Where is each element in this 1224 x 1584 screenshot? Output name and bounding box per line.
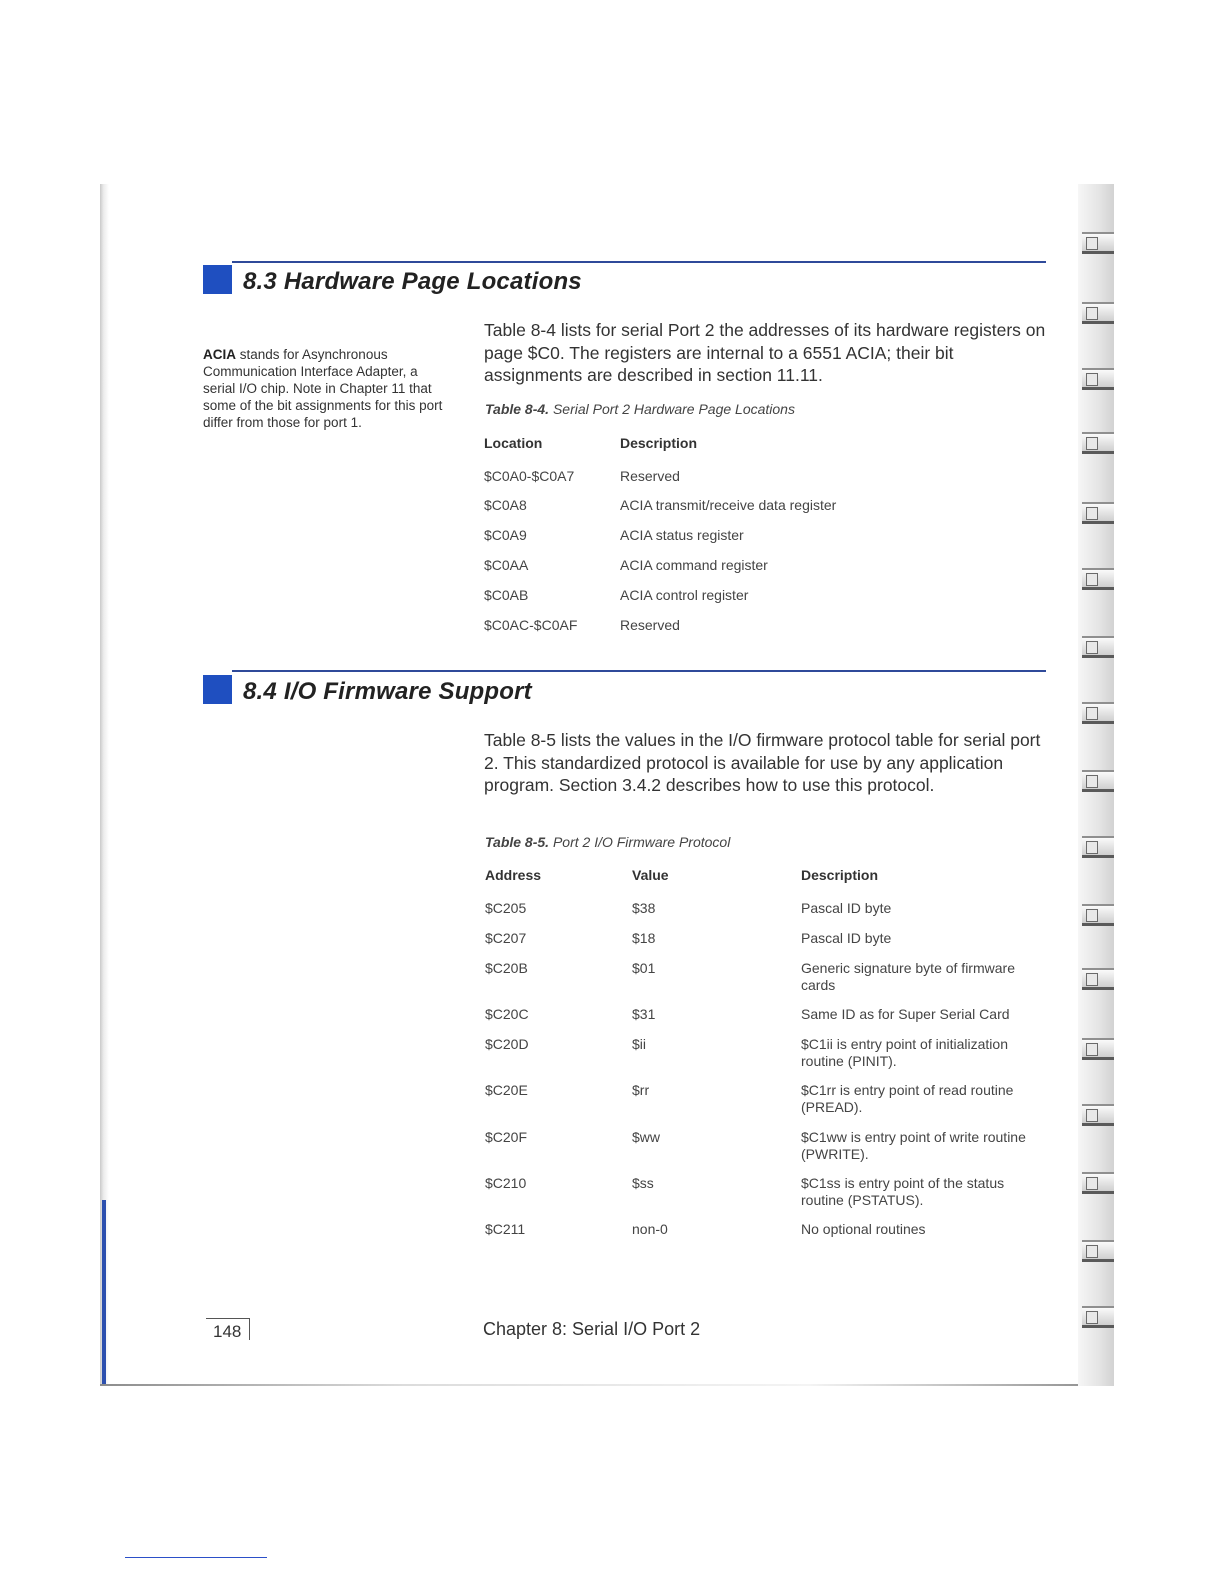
binding-ring [1082,702,1114,724]
table-8-5-cell-description: $C1rr is entry point of read routine (PREAD). [801,1082,1014,1115]
table-8-5-header-address: Address [485,867,542,883]
table-8-5-cell-value: $18 [632,930,656,946]
binding-ring [1082,432,1114,454]
table-8-4-cell-location: $C0A8 [484,497,527,513]
table-8-5-caption-label: Table 8-5. [485,834,550,850]
table-8-5-cell-address: $C20F [485,1129,528,1145]
table-8-5-header-value: Value [632,867,669,883]
table-8-5-cell-value: $31 [632,1006,656,1022]
bottom-link-underline [125,1557,267,1558]
table-8-5-caption [485,834,730,850]
table-8-5-cell-address: $C20C [485,1006,529,1022]
table-8-5-cell-description: Pascal ID byte [801,930,892,946]
table-8-4-cell-description: ACIA control register [620,587,749,603]
table-8-5-cell-address: $C210 [485,1175,527,1191]
running-footer: Chapter 8: Serial I/O Port 2 [483,1319,701,1339]
binding-ring [1082,232,1114,254]
table-8-5-cell-address: $C207 [485,930,527,946]
table-8-5-cell-description: Generic signature byte of firmware cards [801,960,1015,993]
section-marker-8-3 [203,265,232,294]
section-title-8-4: 8.4 I/O Firmware Support [243,678,532,705]
section-rule-8-4 [232,670,1046,672]
table-8-4-cell-location: $C0A0-$C0A7 [484,468,575,484]
table-8-5-cell-address: $C20E [485,1082,528,1098]
table-8-4-header-description: Description [620,435,698,451]
binding-ring [1082,836,1114,858]
table-8-5-cell-description: Pascal ID byte [801,900,892,916]
table-8-5-cell-value: $rr [632,1082,650,1098]
table-8-5-cell-description: $C1ss is entry point of the status routine (PSTATUS). [801,1175,1005,1208]
table-8-4-cell-description: ACIA status register [620,527,744,543]
section-title-8-3: 8.3 Hardware Page Locations [243,268,582,295]
binding-ring [1082,968,1114,990]
binding-ring [1082,502,1114,524]
page-number: 148 [206,1318,250,1340]
table-8-5-cell-address: $C205 [485,900,527,916]
binding-ring [1082,1172,1114,1194]
margin-note [203,346,453,431]
binding-ring [1082,1240,1114,1262]
table-8-4-cell-description: ACIA command register [620,557,768,573]
table-8-5-cell-description: $C1ww is entry point of write routine (PWRITE). [801,1129,1026,1162]
binding-ring [1082,368,1114,390]
table-8-5-cell-address: $C20B [485,960,528,976]
table-8-4-cell-description: Reserved [620,617,680,633]
table-8-4-cell-location: $C0AA [484,557,529,573]
binding-ring [1082,1306,1114,1328]
binding-ring [1082,770,1114,792]
page-left-blue-edge [102,1200,106,1386]
section-rule-8-3 [232,261,1046,263]
table-8-4-caption-text: Serial Port 2 Hardware Page Locations [549,401,795,417]
section-8-4-paragraph: Table 8-5 lists the values in the I/O firmware protocol table for serial port 2. This standardized protocol is available for use by any application program. Section 3.4.2 describes how to use this protocol. [484,730,1041,795]
binding-ring [1082,1038,1114,1060]
table-8-5-cell-description: Same ID as for Super Serial Card [801,1006,1010,1022]
table-8-5-cell-address: $C20D [485,1036,529,1052]
binding-ring [1082,568,1114,590]
table-8-4-caption [485,401,795,417]
table-8-5-caption-text: Port 2 I/O Firmware Protocol [549,834,731,850]
table-8-5-cell-value: $ii [632,1036,647,1052]
margin-note-term: ACIA [203,347,236,362]
table-8-5-header-description: Description [801,867,879,883]
binding-ring [1082,302,1114,324]
table-8-5-cell-value: non-0 [632,1221,668,1237]
binding-ring [1082,1104,1114,1126]
table-8-5-cell-description: $C1ii is entry point of initialization routine (PINIT). [801,1036,1008,1069]
table-8-4-caption-label: Table 8-4. [485,401,550,417]
table-8-5-cell-value: $ww [632,1129,661,1145]
table-8-4-header-location: Location [484,435,543,451]
page-bottom-edge [100,1384,1113,1386]
table-8-4-cell-description: Reserved [620,468,680,484]
table-8-4-cell-location: $C0AC-$C0AF [484,617,578,633]
margin-note-text: stands for Asynchronous Communication Interface Adapter, a serial I/O chip. Note in Chapter 11 that some of the bit assignments for this port differ from those for port 1. [203,347,443,430]
table-8-5-cell-value: $01 [632,960,656,976]
binding-ring [1082,636,1114,658]
table-8-5-cell-value: $ss [632,1175,654,1191]
table-8-5-cell-address: $C211 [485,1221,526,1237]
table-8-5-cell-description: No optional routines [801,1221,926,1237]
table-8-4-cell-location: $C0A9 [484,527,527,543]
section-8-3-paragraph: Table 8-4 lists for serial Port 2 the addresses of its hardware registers on page $C0. The registers are internal to a 6551 ACIA; their bit assignments are described in section 11.11. [484,320,1046,385]
table-8-4-cell-location: $C0AB [484,587,529,603]
section-marker-8-4 [203,675,232,704]
table-8-5-cell-value: $38 [632,900,656,916]
binding-ring [1082,904,1114,926]
table-8-4-cell-description: ACIA transmit/receive data register [620,497,837,513]
